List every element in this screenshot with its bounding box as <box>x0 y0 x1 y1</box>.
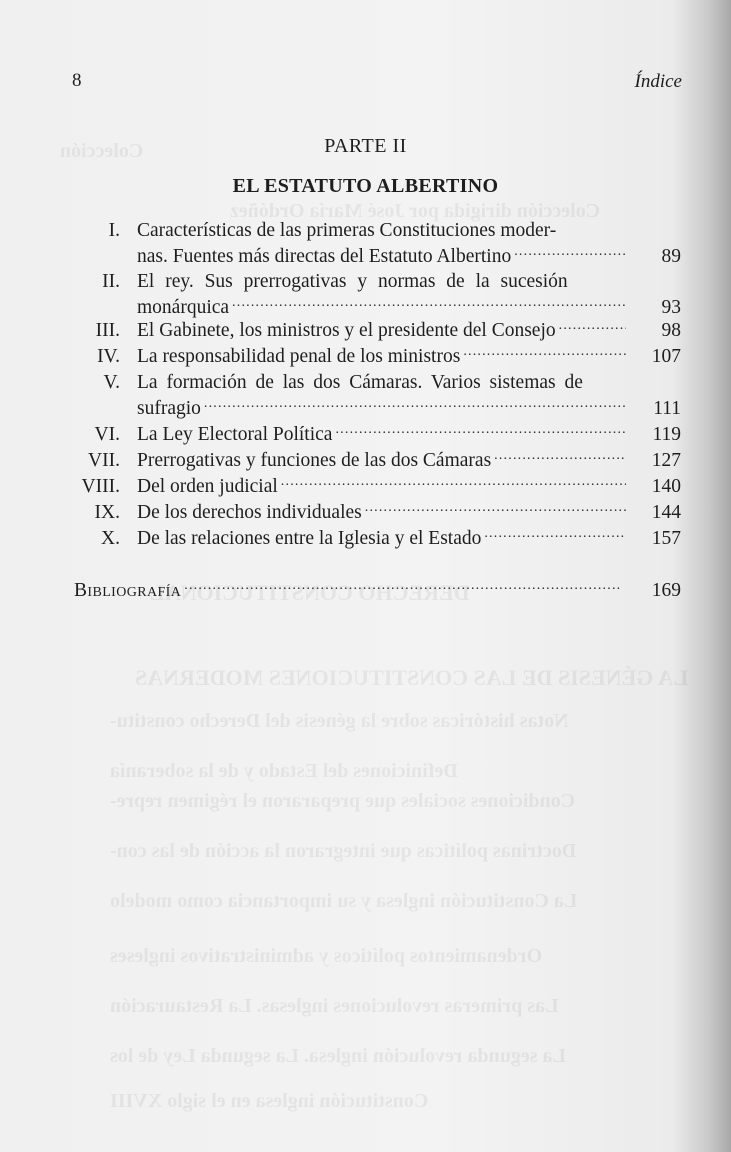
page-number: 8 <box>72 70 82 91</box>
entry-title-line: De las relaciones entre la Iglesia y el Estado ..... <box>137 526 629 552</box>
bleed-through-text: La segunda revolución inglesa. La segunda Ley de los <box>110 1045 566 1067</box>
entry-number: VI. <box>94 424 120 445</box>
entry-page: 119 <box>652 424 681 445</box>
entry-title-line: nas. Fuentes más directas del Estatuto Albertino ..... <box>137 244 629 270</box>
part-title: EL ESTATUTO ALBERTINO <box>232 175 499 197</box>
entry-number: IX. <box>94 502 120 523</box>
bleed-through-text: Las primeras revoluciones inglesas. La Restauración <box>110 995 559 1017</box>
entry-title-line: La formación de las dos Cámaras. Varios sistemas de <box>137 372 583 393</box>
entry-page: 93 <box>661 297 681 318</box>
entry-page: 127 <box>651 450 681 471</box>
entry-page: 111 <box>653 398 681 419</box>
entry-title-line: El Gabinete, los ministros y el presidente del Consejo ..... <box>137 318 629 344</box>
part-label: PARTE II <box>324 135 407 157</box>
entry-page: 144 <box>651 502 681 523</box>
entry-number: X. <box>101 528 120 549</box>
entry-page: 98 <box>661 320 681 341</box>
entry-title-line: monárquica ..... <box>137 295 629 321</box>
bleed-through-text: Definiciones del Estado y de la soberanía <box>110 760 458 782</box>
entry-page: 169 <box>651 580 681 601</box>
bleed-through-text: Colección dirigida por José María Ordóñez <box>230 200 601 222</box>
entry-title-line: Prerrogativas y funciones de las dos Cámaras ..... <box>137 448 629 474</box>
running-head: Índice <box>634 71 682 92</box>
entry-number: VIII. <box>81 476 120 497</box>
entry-title-line: El rey. Sus prerrogativas y normas de la sucesión <box>137 271 568 292</box>
entry-page: 140 <box>651 476 681 497</box>
entry-title-line: La Ley Electoral Política ..... <box>137 422 629 448</box>
entry-number: III. <box>95 320 120 341</box>
entry-page: 157 <box>651 528 681 549</box>
bibliography-line <box>74 578 624 604</box>
entry-number: IV. <box>97 346 120 367</box>
entry-number: V. <box>103 372 120 393</box>
entry-title-line: De los derechos individuales ..... <box>137 500 629 526</box>
bleed-through-text: Condiciones sociales que prepararon el régimen repre- <box>110 790 576 812</box>
bibliography-label: Bibliografía <box>74 580 182 601</box>
bleed-through-text: Doctrinas políticas que integraron la acción de las con- <box>110 840 577 862</box>
bleed-through-text: La Constitución inglesa y su importancia como modelo <box>110 890 578 912</box>
bleed-through-text: Constitución inglesa en el siglo XVIII <box>110 1090 429 1112</box>
entry-title-line: La responsabilidad penal de los ministros ..... <box>137 344 629 370</box>
entry-title-line: Del orden judicial ..... <box>137 474 629 500</box>
entry-page: 107 <box>651 346 681 367</box>
entry-number: II. <box>102 271 120 292</box>
bleed-through-text: DERECHO CONSTITUCIONAL <box>150 580 470 605</box>
entry-title-line: sufragio ..... <box>137 396 629 422</box>
entry-title-line: Características de las primeras Constituciones moder- <box>137 220 557 241</box>
entry-page: 89 <box>661 246 681 267</box>
bleed-through-text: LA GÉNESIS DE LAS CONSTITUCIONES MODERNAS <box>135 665 689 690</box>
bleed-through-text: Notas históricas sobre la génesis del Derecho constitu- <box>110 710 569 732</box>
entry-number: VII. <box>88 450 120 471</box>
bleed-through-text: Ordenamientos políticos y administrativos ingleses <box>110 945 543 967</box>
bleed-through-text: Colección <box>60 140 144 162</box>
entry-number: I. <box>108 220 120 241</box>
